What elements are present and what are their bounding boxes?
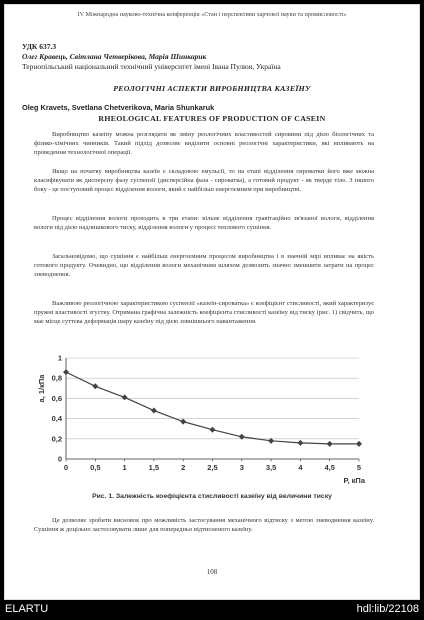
series-line [66, 372, 359, 444]
x-tick-label: 2 [181, 463, 186, 472]
paragraph-3: Процес відділення вологи проходить в три етапи: вільне відділення гравітаційно зв'язаної вологи, відділення вологи під дією надлишкового тиску, відділення вологи у процесі теплового сушіння. [34, 215, 374, 232]
affiliation: Тернопільський національний технічний університет імені Івана Пулюя, Україна [22, 62, 281, 71]
x-tick-label: 2,5 [207, 463, 218, 472]
conclusion-paragraph: Це дозволяє зробити висновок про можливість застосування механічного відтиску з метою зневоднення казеїну. Сушіння ж доцільно застосовувати лише для попередньо відтисненого казеїну. [34, 517, 374, 534]
data-point-marker [151, 408, 157, 414]
conference-header: IV Міжнародна науково-технічна конференція «Стан і перспективи харчової науки та промисловості» [77, 11, 347, 18]
paper-page [4, 4, 420, 600]
y-tick-label: 0,8 [51, 373, 62, 383]
y-tick-label: 1 [57, 353, 62, 363]
authors-ukrainian: Олег Кравець, Світлана Четверікова, Марія Шинкарик [22, 52, 207, 61]
data-point-marker [92, 383, 98, 389]
page-number: 108 [206, 568, 218, 576]
y-tick-label: 0,6 [51, 393, 62, 403]
data-point-marker [63, 369, 69, 375]
x-tick-label: 5 [356, 463, 362, 472]
y-tick-label: 0,2 [51, 434, 62, 444]
x-axis-label: P, кПа [343, 476, 365, 485]
paragraph-5: Важливою реологічною характеристикою суспензії «казеїн-сироватка» є коефіцієнт стисливості, який характеризує пружні властивості згустку. Отримана графічна залежність коефіцієнта стисливості казеїну від тиску (рис. 1) свідчить, що має місце суттєва деформація шару казеїну під дією зовнішнього навантаження. [34, 300, 374, 326]
title-ukrainian: РЕОЛОГІЧНІ АСПЕКТИ ВИРОБНИЦТВА КАЗЕЇНУ [113, 84, 311, 93]
x-tick-label: 3,5 [265, 463, 277, 472]
data-point-marker [297, 440, 303, 446]
udk-code: УДК 637.3 [22, 42, 57, 51]
data-point-marker [122, 394, 128, 400]
paragraph-4: Загальновідомо, що сушіння є найбільш енергоємним процесом виробництва і в значній мірі впливає на якість готового продукту. Очевидно, що відділення вологи механічним шляхом дозволить значно зменшити затрати на процес зневоднення. [34, 253, 374, 279]
x-tick-label: 1 [122, 463, 127, 472]
compressibility-chart [34, 352, 374, 490]
x-tick-label: 0 [63, 463, 69, 472]
paragraph-1: Виробництво казеїну можна розглядати як зміну реологічних властивостей сировини під дією біологічних та фізико-хімічних чинників. Такий підхід дозволяє виділити основні реологічні характеристики, які впливають на проведення технологічної операції. [34, 131, 374, 157]
title-english: RHEOLOGICAL FEATURES OF PRODUCTION OF CASEIN [98, 114, 326, 123]
data-point-marker [356, 441, 362, 447]
x-tick-label: 1,5 [148, 463, 160, 472]
figure-caption: Рис. 1. Залежність коефіцієнта стисливості казеїну від величини тиску [92, 493, 332, 500]
x-tick-label: 3 [239, 463, 244, 472]
x-tick-label: 4 [298, 463, 303, 472]
y-tick-label: 0 [57, 454, 62, 464]
footer-handle: hdl:lib/22108 [356, 603, 419, 615]
paragraph-2: Якщо на початку виробництва казеїн є складовою емульсії, то на етапі відділення сироватки його вже можна класифікувати як дисперсну фазу суспензії (дисперсійна фаза - сироватка), а готовий продукт - як тверде тіло. З іншого боку - це поступовий процес відділення вологи, який є найбільш енергоємним при виробництві. [34, 168, 374, 194]
data-point-marker [180, 419, 186, 425]
footer-repository: ELARTU [5, 603, 49, 615]
data-point-marker [210, 427, 216, 433]
x-tick-label: 0,5 [90, 463, 101, 472]
x-tick-label: 4,5 [324, 463, 335, 472]
y-tick-label: 0,4 [51, 414, 62, 424]
data-point-marker [327, 441, 333, 447]
y-axis-label: a, 1/кПа [37, 374, 46, 403]
authors-english: Oleg Kravets, Svetlana Chetverikova, Maria Shunkaruk [22, 103, 215, 112]
